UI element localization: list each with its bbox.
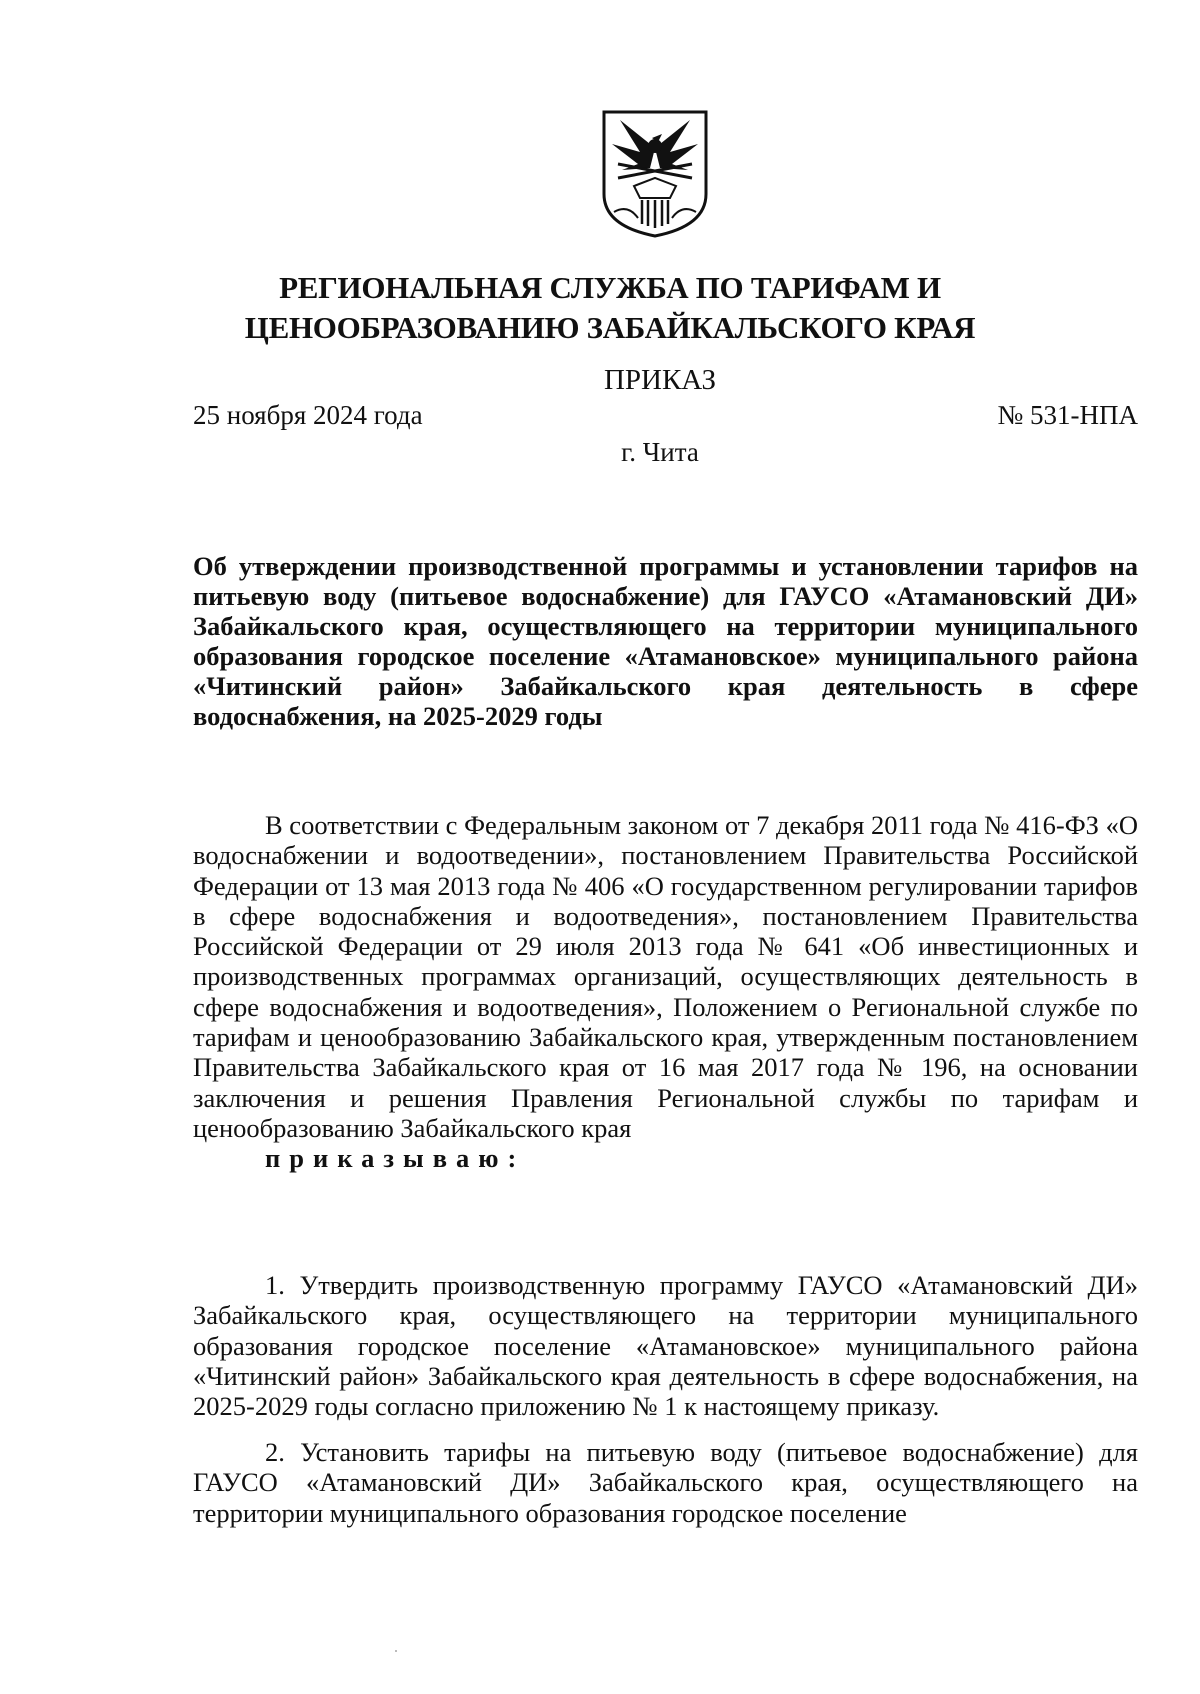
scan-speck xyxy=(395,1650,397,1652)
document-type: ПРИКАЗ xyxy=(603,364,717,396)
order-item-2: 2. Установить тарифы на питьевую воду (питьевое водоснабжение) для ГАУСО «Атамановский ДИ» Забайкальского края, осуществляющего на территории муниципального образования городское поселение xyxy=(193,1437,1138,1528)
document-number: № 531-НПА xyxy=(997,400,1138,430)
order-item-1: 1. Утвердить производственную программу ГАУСО «Атамановский ДИ» Забайкальского края, осуществляющего на территории муниципального образования городское поселение «Атамановское» муниципального района «Читинский район» Забайкальского края деятельность в сфере водоснабжения, на 2025-2029 годы согласно приложению № 1 к настоящему приказу. xyxy=(193,1270,1138,1422)
document-date: 25 ноября 2024 года xyxy=(193,400,423,430)
organization-name-line-2: ЦЕНООБРАЗОВАНИЮ ЗАБАЙКАЛЬСКОГО КРАЯ xyxy=(244,310,976,345)
preamble-text: В соответствии с Федеральным законом от 7 декабря 2011 года № 416-ФЗ «О водоснабжении и водоотведении», постановлением Правительства Российской Федерации от 13 мая 2013 года № 406 «О государственном регулировании тарифов в сфере водоснабжения и водоотведения», постановлением Правительства Российской Федерации от 29 июля 2013 года № 641 «Об инвестиционных и производственных программах организаций, осуществляющих деятельность в сфере водоснабжения и водоотведения», Положением о Региональной службе по тарифам и ценообразованию Забайкальского края, утвержденным постановлением Правительства Забайкальского края от 16 мая 2017 года № 196, на основании заключения и решения Правления Региональной службы по тарифам и ценообразованию Забайкальского края xyxy=(193,810,1138,1143)
document-city: г. Чита xyxy=(621,437,699,467)
document-title: Об утверждении производственной программы и установлении тарифов на питьевую воду (питьевое водоснабжение) для ГАУСО «Атамановский ДИ» Забайкальского края, осуществляющего на территории муниципального образования городское поселение «Атамановское» муниципального района «Читинский район» Забайкальского края деятельность в сфере водоснабжения, на 2025-2029 годы xyxy=(193,551,1138,731)
preamble-paragraph xyxy=(193,810,1138,1174)
coat-of-arms-icon xyxy=(600,108,710,240)
organization-name-line-1: РЕГИОНАЛЬНАЯ СЛУЖБА ПО ТАРИФАМ И xyxy=(279,270,941,305)
order-word: приказываю: xyxy=(265,1143,526,1174)
